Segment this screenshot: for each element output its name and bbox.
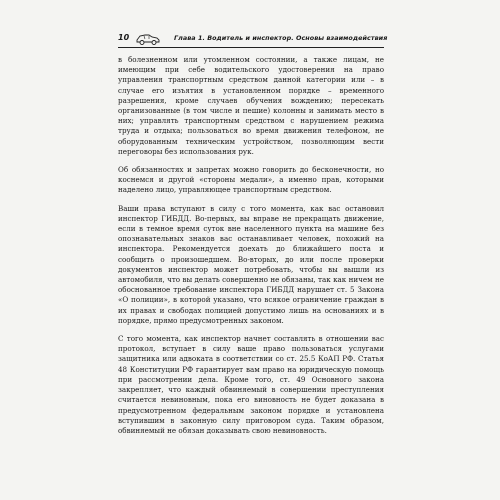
paragraph-3: Ваши права вступают в силу с того момента, как вас остановил инспектор ГИБДД. Во-первых, вы вправе не прекращать движение, если в темное время суток вне населенного пункта на машине без опознавательных знаков вас останавливает человек, похожий на инспектора. Рекомендуется доехать до ближайшего поста и сообщить о произошедшем. Во-вторых, до или после проверки документов инспектор может потребовать, чтобы вы вышли из автомобиля, что вы делать совершенно не обязаны, так как ничем не обоснованное требование инспектора ГИБДД нарушает ст. 5 Закона «О полиции», в которой указано, что всякое ограничение граждан в их правах и свободах полицией допустимо лишь на основаниях и в порядке, прямо предусмотренных законом. bbox=[118, 203, 384, 325]
car-icon bbox=[135, 32, 161, 45]
running-title: Глава 1. Водитель и инспектор. Основы взаимодействия bbox=[174, 34, 388, 42]
paragraph-4: С того момента, как инспектор начнет составлять в отношении вас протокол, вступает в силу ваше право пользоваться услугами защитника или адвоката в соответствии со ст. 25.5 КоАП РФ. Статья 48 Конституции РФ гарантирует вам право на юридическую помощь при рассмотрении дела. Кроме того, ст. 49 Основного закона закрепляет, что каждый обвиняемый в совершении преступления считается невиновным, пока его виновность не будет доказана в предусмотренном федеральным законом порядке и установлена вступившим в законную силу приговором суда. Таким образом, обвиняемый не обязан доказывать свою невиновность. bbox=[118, 334, 384, 435]
paragraph-2: Об обязанностях и запретах можно говорить до бесконечности, но коснемся и другой «стороны медали», а именно прав, которыми наделено лицо, управляющее транспортным средством. bbox=[118, 165, 384, 195]
page-body bbox=[118, 55, 384, 436]
paragraph-1: в болезненном или утомленном состоянии, а также лицам, не имеющим при себе водительского удостоверения на право управления транспортным средством данной категории или – в случае его изъятия в установленном порядке – временного разрешения, кроме случаев обучения вождению; пересекать организованные (в том числе и пешие) колонны и занимать место в них; управлять транспортным средством с нарушением режима труда и отдыха; пользоваться во время движения телефоном, не оборудованным техническим устройством, позволяющим вести переговоры без использования рук. bbox=[118, 55, 384, 156]
page-number: 10 bbox=[118, 33, 130, 42]
page-header bbox=[118, 33, 388, 48]
